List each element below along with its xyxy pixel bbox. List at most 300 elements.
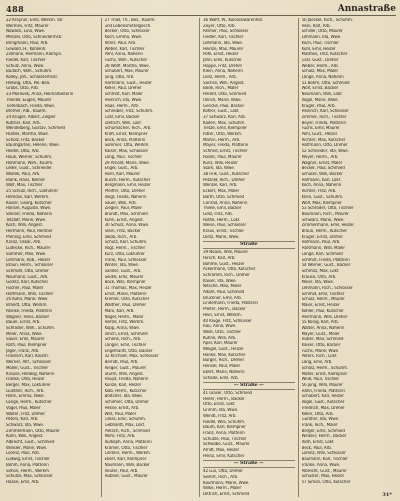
directory-entry: Kaiser, Ida, Wwe. xyxy=(203,278,237,284)
directory-entry: Schmid, Ernst, Tischler xyxy=(203,149,248,155)
directory-entry: Kaiser, Max, Schlosser xyxy=(104,149,149,155)
directory-entry: Adam, Paul, Schmied xyxy=(203,290,245,296)
directory-entry: Hein, Karl, Arb. xyxy=(301,23,331,29)
directory-entry: Beck, Anna, Plätterin xyxy=(104,137,146,143)
directory-entry: Sachse, Willi, Angest. xyxy=(203,80,245,86)
directory-entry: Schmitt, Karl, Maler xyxy=(104,92,143,98)
directory-entry: Franke, Otto, Heizer xyxy=(6,377,45,383)
directory-entry: Scholz, Herm., Schuhm. xyxy=(301,365,349,371)
directory-entry: 36 Wolff, W., Kolonialwarenhdl. xyxy=(203,18,263,23)
directory-entry: Ebert, Karl, Klempner xyxy=(104,457,147,463)
directory-entry: Schramm, Rich., Dreher xyxy=(203,272,250,278)
directory-entry: Kraft, Ernst, Klempner xyxy=(104,132,148,138)
directory-entry: Keller, Otto, Arb. xyxy=(301,411,334,417)
directory-entry: Heinz, Emil, Kutscher xyxy=(203,453,245,459)
directory-entry: Baum, Karl, Klempner xyxy=(203,425,246,431)
directory-entry: 30 Schulz, Anna, Wwe. xyxy=(104,223,150,229)
directory-entry: Kurz, Otto, Lokführer xyxy=(104,251,145,257)
directory-entry: 31 Thomas, Max, Heizer xyxy=(104,286,152,292)
directory-entry: Lehmann, Rob., Heizer xyxy=(6,257,51,263)
directory-entry: Mayer, Gust., Maler xyxy=(301,331,340,337)
directory-entry: Schmitz, Max, Lokf. xyxy=(301,268,340,274)
directory-entry: Kaiser, Otto, Bäcker xyxy=(301,343,341,349)
directory-entry: Rudolph, Anna, Plätterin xyxy=(104,440,152,446)
directory-entry: Haupt, Frieda, Näherin xyxy=(104,377,149,383)
directory-entry: Kaiser, Georg, Kutscher xyxy=(6,200,52,206)
directory-entry: Neumann, Rich., Maurer xyxy=(301,211,349,217)
directory-entry: Gross, Emil, Schuhm. xyxy=(104,417,146,423)
directory-entry: — Straße — xyxy=(203,460,295,468)
directory-entry: Heidel, Otto, Arb. xyxy=(6,149,40,155)
directory-entry: Pfeifer, Herm., Bäcker xyxy=(203,307,246,313)
directory-entry: Heinrich, Ida, Wwe. xyxy=(104,97,143,103)
directory-entry: Otto, Ernst, Lokf. xyxy=(203,402,236,408)
directory-entry: Ritter, Paul, Arb. xyxy=(104,40,137,46)
directory-entry: 50 Jaeckel, Rich., Schuhm. xyxy=(301,18,353,23)
directory-entry: Lorenz, Willi, Schlosser xyxy=(301,451,346,457)
directory-entry: Kremer, Otto, Kutscher xyxy=(104,297,150,303)
directory-entry: Wendelberg, Gustav, Schmied xyxy=(6,126,66,132)
directory-entry: Petzold, Rich., Dreher xyxy=(203,177,245,183)
directory-entry: Berndt, Paul, Arb. xyxy=(104,360,139,366)
directory-entry: Hensel, Paul, Maler xyxy=(203,364,241,370)
directory-entry: Schmid, Emil, Tischler xyxy=(301,291,345,297)
directory-entry: Schubert, Karl, Heizer xyxy=(301,394,344,400)
directory-entry: Stark, Ida, Wwe. xyxy=(203,166,235,172)
directory-entry: Steiner, Frieda, Näherin xyxy=(6,211,52,217)
directory-entry: Schmidt, Otto, Dreher xyxy=(6,268,49,274)
column-3 xyxy=(199,18,298,497)
directory-entry: 27 Thiel, Th., Bes., Kaufm. xyxy=(104,18,156,23)
directory-entry: Becker, Otto, Schlosser xyxy=(104,29,150,35)
directory-entry: Böhm, Anna, Plätterin xyxy=(6,462,49,468)
directory-entry: Heller, Herm., Bäcker xyxy=(203,396,245,402)
directory-entry: Eckert, Max, Maler xyxy=(203,189,240,195)
directory-entry: Zillmann, Hermann, Klempn. xyxy=(6,52,63,58)
directory-entry: Kaden, Max, Schuhm. xyxy=(203,120,246,126)
directory-entry: Witt, Paul, Maler xyxy=(104,411,137,417)
directory-entry: Sauer, Willi, Arb. xyxy=(104,200,137,206)
directory-entry: Zeyer, Otto, Arb. xyxy=(203,23,236,29)
directory-entry: Wermes, Fritz, Maurer xyxy=(6,23,49,29)
directory-entry: Günther, Rich., Arb. xyxy=(6,388,45,394)
directory-entry: 37 Schwarz, Karl, Arb. xyxy=(203,114,246,120)
directory-entry: Sauer, Emil, Maurer xyxy=(6,337,45,343)
directory-entry: Grimm, Ida, Wwe. xyxy=(203,408,239,414)
directory-entry: Voigt, Frieda, Näherin xyxy=(104,194,147,200)
directory-entry: 28 Wolff, Martha, Wwe. xyxy=(104,63,150,69)
directory-entry: Bergmann, Emil, Heizer xyxy=(104,183,151,189)
directory-entry: Koch, Emma, Wwe. xyxy=(104,35,143,41)
directory-entry: Schmitt, Frieda, Plätterin xyxy=(301,257,350,263)
directory-entry: Schwarz, Ida, Wwe. xyxy=(6,422,45,428)
directory-entry: Kuttner, Karl, Arb. xyxy=(6,120,41,126)
directory-entry: Wagner, Hans, Bäcker xyxy=(6,314,50,320)
directory-entry: Ritter, Otto, Werkm. xyxy=(203,132,243,138)
directory-entry: Kunz, Willi, Heizer xyxy=(203,160,238,166)
directory-entry: Grabs, Otto, Arb. xyxy=(6,86,39,92)
columns-container xyxy=(6,18,396,497)
directory-entry: Lang, Paul, Tischler xyxy=(104,154,142,160)
directory-entry: Hoffmann, Willi, Tischler xyxy=(6,291,54,297)
directory-entry: Kuhn, Willi, Angest. xyxy=(6,434,44,440)
directory-entry: Lenz, Herm., Arb. xyxy=(203,75,237,81)
directory-entry: Jakob, Rich., Arb. xyxy=(104,234,138,240)
directory-entry: Wolf, Max, Klempner xyxy=(301,200,342,206)
directory-entry: Lange, Herm., Kutscher xyxy=(6,400,52,406)
directory-entry: Ulrich, Ernst, Schmied xyxy=(104,331,148,337)
directory-entry: Lindemann, Frieda, Plätterin xyxy=(203,301,258,307)
directory-entry: 42 Lux, Otto, Dreher xyxy=(203,469,243,475)
directory-entry: Gewald, H., Kohlenh. xyxy=(6,46,47,52)
directory-entry: Beyer, Frieda, Plätterin xyxy=(301,120,346,126)
directory-entry: Schulz, Max, Maler xyxy=(301,69,339,75)
directory-entry: Gericke, Paul, Bäcker xyxy=(203,103,245,109)
directory-entry: Herrmann, Willi, Dreher xyxy=(301,314,348,320)
directory-entry: Günther, Ida, Wwe. xyxy=(301,417,340,423)
directory-entry: Seidel, Emil, Maurer xyxy=(104,274,144,280)
directory-entry: Lange, Anna, Näherin xyxy=(301,75,344,81)
directory-entry: Wenzel, Karl, Arb. xyxy=(203,183,238,189)
directory-entry: 56 Jung, Willi, Maurer xyxy=(301,383,343,388)
directory-entry: Hahn, Emma, Wwe. xyxy=(6,394,45,400)
directory-entry: 41 Glaser, Otto, Schmied xyxy=(203,391,253,396)
directory-entry: 25 Schulz, Rich., Lokführer xyxy=(6,189,58,195)
directory-entry: Schumacher, Rich., Arb. xyxy=(104,126,152,132)
directory-entry: Frank, Rich., Maler xyxy=(301,422,338,428)
directory-entry: Kraus, Ernst, Tischler xyxy=(203,229,244,235)
directory-entry: Reimer, Paul, Schlosser xyxy=(203,29,249,35)
directory-entry: Lehmann, Ida, Wwe. xyxy=(301,35,342,41)
directory-entry: Walter, Anna, Näherin xyxy=(301,325,345,331)
directory-entry: Schütze, Paul, Tischler xyxy=(203,436,247,442)
directory-entry: Kramer, Otto, Tischler xyxy=(104,445,148,451)
directory-entry: 53 Schröder, Otto, Tischler xyxy=(301,206,354,212)
directory-entry: Heinrich, Karl, Schlosser xyxy=(301,109,349,115)
column-2 xyxy=(101,18,200,497)
directory-entry: 24 Krüger, Albert, Ziegler xyxy=(6,114,56,120)
directory-entry: Tietze, Emil, Klempner xyxy=(203,126,247,132)
directory-entry: Bode, Rich., Maler xyxy=(203,86,239,92)
directory-entry: Hemcke, Karl, Werkm. xyxy=(6,194,50,200)
directory-entry: Sommer, Otto, Werkm. xyxy=(104,143,150,149)
directory-entry: Stein, Fritz, Bäcker xyxy=(104,229,141,235)
directory-entry: Naumann, Willi, Bäcker xyxy=(104,462,150,468)
directory-entry: Winkler, Herm., Bäcker xyxy=(301,434,347,440)
directory-entry: — Straße — xyxy=(203,382,295,390)
directory-entry: Ernst, Marie, Plätterin xyxy=(104,291,147,297)
directory-entry: Kühn, Ernst, Angest. xyxy=(104,217,144,223)
directory-entry: Roth, Ernst, Lokf. xyxy=(301,440,335,446)
directory-entry: Krüger, Ernst, Dreher xyxy=(301,234,343,240)
directory-entry: Budach, Wilh., Schuhm. xyxy=(6,69,53,75)
directory-entry: Lehmann, Ida, Wwe. xyxy=(203,40,243,46)
directory-entry: Hartmann, Willi, Maler xyxy=(301,246,345,252)
directory-entry: Lang, Emil, Arb. xyxy=(301,360,333,366)
directory-entry: Wolf, Ernst, Bäcker xyxy=(301,86,339,92)
directory-entry: Riedel, Karl, Tischler xyxy=(6,57,46,63)
directory-entry: Haas, Herm., Arb. xyxy=(104,103,140,109)
directory-entry: Köhler, Gust., Lokf. xyxy=(203,109,240,115)
directory-entry: 54 Werner, Gust., Bäcker xyxy=(301,263,351,269)
directory-entry: Busch, Herm., Kutscher xyxy=(104,177,151,183)
directory-entry: Hellwig, Otto, Pol.-Bea. xyxy=(6,80,51,86)
directory-entry: Huber, Max, Schmied xyxy=(301,337,344,343)
directory-entry: Hahn, Frieda, Plätterin xyxy=(301,388,345,394)
directory-entry: Pfennig, Emil, Schmied xyxy=(6,234,51,240)
directory-entry: Haase, Emil, Arb. xyxy=(6,479,40,485)
directory-entry: Weiß, Otto, Tischler xyxy=(203,329,241,335)
directory-entry: Schröder, Wilh., Schuhm. xyxy=(6,325,56,331)
directory-entry: Möller, Ernst, Klempner xyxy=(301,371,348,377)
directory-entry: Barth, Otto, Schmied xyxy=(203,194,244,200)
directory-entry: Albrecht, Gust., Schmied xyxy=(6,440,55,446)
directory-entry: Lange, Karl, Schmied xyxy=(301,251,343,257)
directory-entry: Simon, Herm., Werkm. xyxy=(6,468,51,474)
directory-entry: Braun, Herm., Kutscher xyxy=(301,229,347,235)
directory-entry: Horn, Karl, Maurer xyxy=(104,171,141,177)
directory-entry: Schenk, Rich., Arb. xyxy=(104,337,142,343)
directory-entry: Scholz, Fritz, Bäcker xyxy=(6,137,45,143)
directory-entry: 29 Arnold, Marie, Wwe. xyxy=(104,160,150,166)
directory-entry: Straße xyxy=(203,241,295,249)
directory-entry: Meier, Ida, Wwe. xyxy=(301,280,334,286)
directory-entry: Weiß, Paul, Tischler xyxy=(301,377,340,383)
directory-entry: Schirmer, Otto, Dreher xyxy=(104,400,149,406)
directory-entry: Martin, Herm., Arb. xyxy=(203,137,241,143)
directory-entry: Rieger, Gust., Maurer xyxy=(104,365,147,371)
directory-entry: Köhler, Paul, Kutscher xyxy=(301,308,344,314)
directory-entry: Berger, Emil, Schmied xyxy=(301,428,345,434)
directory-entry: Hauk, Werner, Schuhm. xyxy=(6,154,53,160)
directory-entry: Bock, Willi, Klempner xyxy=(104,280,146,286)
directory-entry: Baumgarten, Helene, Wwe. xyxy=(6,143,60,149)
directory-entry: Richter, Fritz, Arb. xyxy=(301,189,337,195)
running-title: Annastraße xyxy=(337,4,396,14)
directory-entry: Möller, Gust., Tischler xyxy=(6,365,48,371)
directory-entry: Graf, Emil, Bäcker xyxy=(104,114,140,120)
directory-entry: Blank, Hans, Kellner xyxy=(6,177,45,183)
directory-entry: Hermann, Paul, Rentner xyxy=(6,229,53,235)
directory-entry: 40 Kluge, Fritz, Schlosser xyxy=(203,318,252,324)
directory-entry: Koch, Anna, Näherin xyxy=(301,183,342,189)
directory-entry: Hübner, Gust., Maurer xyxy=(104,474,148,480)
directory-entry: Hertel, Fritz, Werkm. xyxy=(104,320,145,326)
directory-entry: Dietrich, Willi, Lokf. xyxy=(104,120,142,126)
directory-entry: Kühne, Willi, Arb. xyxy=(203,335,237,341)
directory-entry: Vogel, Paul, Maler xyxy=(6,405,41,411)
directory-entry: Hofmann, Karl, Lokf. xyxy=(301,177,341,183)
directory-entry: Görlitz, Karl, Kutscher xyxy=(6,280,49,286)
directory-entry: Hoppe, Fritz, Dreher xyxy=(203,63,243,69)
directory-entry: Fischer, Paul, Maler xyxy=(6,286,44,292)
directory-entry: Mayer, Frieda, Plätterin xyxy=(203,143,249,149)
directory-entry: Ackermann, Otto, Kutscher xyxy=(203,267,256,273)
directory-entry: Schulze, Max, Schlosser xyxy=(6,474,53,480)
directory-entry: Beck, Paul, Arb. xyxy=(301,445,332,451)
directory-entry: Mohr, Fritz, Arb. xyxy=(104,434,136,440)
directory-entry: Jäger, Franz, Arb. xyxy=(6,348,40,354)
directory-entry: Peters, Karl, Arb. xyxy=(6,417,39,423)
directory-entry: Fiedler, Karl, Tischler xyxy=(203,35,244,41)
directory-entry: Walther, Paul, Dreher xyxy=(104,303,146,309)
directory-entry: Neumann, Willi, Lokf. xyxy=(301,92,343,98)
directory-entry: Tetzlaff, Marie, Wwe. xyxy=(6,217,47,223)
directory-entry: Bauer, Ernst, Arb. xyxy=(6,320,41,326)
header-rule xyxy=(6,15,396,16)
directory-entry: Thiele, Emil, Bäcker xyxy=(203,206,242,212)
directory-entry: Herold, Otto, Schmied xyxy=(203,92,247,98)
directory-entry: Heinze, Max, Maurer xyxy=(203,46,244,52)
directory-entry: Conrad, Anna, Näherin xyxy=(203,200,248,206)
directory-entry: Schreiber, Fritz, Schuhm. xyxy=(104,109,154,115)
directory-entry: Franz, Anna, Plätterin xyxy=(203,430,245,436)
directory-entry: Frank, Paul, Schlosser xyxy=(104,257,147,263)
directory-entry: 38 Fink, Gust., Kutscher xyxy=(203,171,250,177)
directory-entry: Maier, Ernst, Heizer xyxy=(301,303,340,309)
directory-entry: Franke, Anna, Wwe. xyxy=(301,462,341,468)
directory-entry: Lehmann, Rich., Schlosser xyxy=(301,286,353,292)
directory-entry: Meier, Anna, Wwe. xyxy=(6,331,43,337)
directory-entry: 26 Kühn, Marie, Wwe. xyxy=(6,297,49,303)
directory-entry: Hohmann, Wilh., Kaufm. xyxy=(6,160,54,166)
directory-entry: Fuchs, Marie, Wwe. xyxy=(301,348,340,354)
directory-entry: Sommer, Max, Wwe. xyxy=(6,251,47,257)
directory-entry: Kolley, Joh., Schlossermstr. xyxy=(6,75,58,81)
directory-entry: Schulz, Herm., Maurer xyxy=(301,297,345,303)
directory-entry: Marx, Karl, Arb. xyxy=(104,308,135,314)
directory-entry: 39 Noack, Willi, Maurer xyxy=(203,250,248,256)
directory-entry: 22 Krayner, Emil, Werkm. Str. xyxy=(6,18,64,23)
directory-entry: Pohl, Ernst, Heizer xyxy=(203,52,239,58)
directory-entry: Brückner, Emil, Arb. xyxy=(203,295,242,301)
directory-entry: Hänsel, Auguste, Wwe. xyxy=(6,206,52,212)
directory-entry: Ullrich, Marie, Wwe. xyxy=(203,97,242,103)
directory-entry: Menzel, Otto, Schneidermstr. xyxy=(6,35,63,41)
directory-entry: Dietz, Marie, Wwe. xyxy=(203,234,240,240)
directory-entry: Reinke, Frieda, Plätterin xyxy=(6,308,53,314)
directory-entry: Schulz, Anna, Wwe. xyxy=(6,63,45,69)
directory-entry: Roth, Paul, Klempner xyxy=(6,343,47,349)
directory-entry: Woitek, Paul, Arb. xyxy=(6,171,41,177)
directory-entry: Bringmann, Paul, Arb. xyxy=(6,40,49,46)
footer-signature: 31* xyxy=(382,492,392,498)
directory-entry: Winter, Ida, Wwe. xyxy=(104,263,139,269)
directory-entry: Pohl, Anna, Näherin xyxy=(104,52,143,58)
directory-entry: Rau, Anna, Wwe. xyxy=(203,324,237,330)
directory-entry: Apel, Karl, Maurer xyxy=(203,341,238,347)
directory-entry: Fuchs, Wilh., Kutscher xyxy=(104,57,148,63)
directory-entry: 32 Kirchner, Max, Schlosser xyxy=(104,354,159,360)
directory-entry: Kranz, Oskar, Arb. xyxy=(6,240,42,246)
directory-entry: Wagner, Ernst, Maler xyxy=(301,160,343,166)
directory-entry: Hein, Ernst, Werkm. xyxy=(203,312,242,318)
directory-entry: Zimmermann, Otto, Maurer xyxy=(6,428,60,434)
directory-entry: Peters, Rich., Lokf. xyxy=(301,354,338,360)
directory-entry: Hoffmann, Otto, Dreher xyxy=(301,143,348,149)
directory-entry: Schiller, Otto, Maurer xyxy=(301,29,343,35)
directory-entry: Winkler, Marie, Wwe. xyxy=(6,445,48,451)
directory-entry: Hartmann, Gust., Heizer xyxy=(104,80,152,86)
directory-entry: Berger, Max, Lokführer xyxy=(6,383,51,388)
directory-entry: Meyer, Herm., Arb. xyxy=(301,154,339,160)
directory-entry: Krause, Hedwig, Näherin xyxy=(6,371,55,377)
directory-entry: Bürger, Rich., Dreher xyxy=(203,358,245,364)
directory-entry: Pohl, Gust., Heizer xyxy=(301,132,338,138)
page-header xyxy=(6,3,396,15)
directory-entry: Langer, Emil, Tischler xyxy=(104,343,147,349)
directory-entry: Nitsche, Max, Maler xyxy=(203,284,242,290)
directory-entry: Engel, Gust., Arb. xyxy=(104,166,139,172)
directory-entry: Zimmermann, Emil, Heizer xyxy=(301,223,354,229)
directory-entry: Friedrich, Max, Dreher xyxy=(301,405,345,411)
directory-entry: Jahn, Emil, Kutscher xyxy=(203,57,242,63)
directory-entry: Dittrich, Ernst, Schmied xyxy=(203,491,250,497)
directory-entry: Kunze, Karl, Heizer xyxy=(104,383,142,388)
directory-entry: Lorenz, Paul, Arb. xyxy=(6,451,40,457)
directory-entry: Richter, Max, Kutscher xyxy=(301,137,346,143)
directory-entry: Matthes, Fritz, Kutscher xyxy=(301,52,348,58)
directory-entry: Baumann, Karl, Tischler xyxy=(301,457,348,463)
directory-entry: 55 König, Karl, Arb. xyxy=(301,320,339,326)
directory-entry: Böhme, Gust., Heizer xyxy=(203,261,245,267)
directory-entry: Jung, Otto, Arb. xyxy=(104,75,135,81)
directory-entry: Tiefenbach, Frieda, Wwe. xyxy=(6,103,55,109)
directory-entry: Kaufmann, Marie, Wwe. xyxy=(203,480,250,486)
directory-entry: Koch, Willi, Angest. xyxy=(6,223,44,229)
directory-entry: 52 Schneider, Ida, Wwe. xyxy=(301,149,349,155)
directory-entry: Vogt, Herm., Tischler xyxy=(104,246,146,252)
directory-entry: Zimmer, Rich., Tischler xyxy=(301,114,347,120)
directory-entry: 23 Moravek, Anna, Heimarbeiterin xyxy=(6,92,74,98)
directory-entry: Weber, Herm., Arb. xyxy=(301,63,339,69)
directory-entry: Weber, Karl, Tischler xyxy=(104,46,145,52)
directory-entry: Kolb, Herm., Kutscher xyxy=(104,388,147,394)
directory-entry: Lindner, Herm., Werkm. xyxy=(104,451,152,457)
directory-entry: Hüttler, Martha, Wwe. xyxy=(6,132,49,138)
column-4 xyxy=(298,18,397,497)
directory-entry: Bremer, Alb., Kaufm. xyxy=(6,109,47,115)
directory-entry: Hofmann, Paul, Arb. xyxy=(301,240,341,246)
directory-entry: Weise, Paul, Schlosser xyxy=(203,223,247,229)
directory-entry: Lüdecke, Rich., Maurer xyxy=(6,246,51,252)
directory-entry: Theidel, Eugen, Maurer xyxy=(6,97,52,103)
directory-entry: Neumann, Gust., Arb. xyxy=(6,274,49,280)
directory-entry: Werner, Alfr., Schlosser xyxy=(6,360,51,366)
directory-entry: Nagel, Herm., Maler xyxy=(104,314,144,320)
directory-entry: Arndt, Max, Heizer xyxy=(203,448,240,454)
directory-entry: Schubert, Max, Maurer xyxy=(104,69,149,75)
directory-entry: 57 Simon, Otto, Kutscher xyxy=(301,479,351,485)
directory-entry: Schulze, Willi, Bäcker xyxy=(301,171,343,177)
directory-entry: Rösler, Paul, Maurer xyxy=(203,154,242,160)
directory-entry: Koch, Paul, Tischler xyxy=(301,40,339,46)
directory-entry: Hesse, Ernst, Arb. xyxy=(104,405,140,411)
directory-entry: Kühl, Emil, Heizer xyxy=(301,46,336,52)
directory-entry: Brandt, Max, Schmied xyxy=(104,211,148,217)
directory-entry: Schwarz, Marie, Wwe. xyxy=(301,217,345,223)
directory-entry: Graf, Gust., Dreher xyxy=(301,57,339,63)
directory-entry: 51 Böhm, Otto, Schmied xyxy=(301,80,350,86)
directory-entry: Pfeiffer, Otto, Dreher xyxy=(104,189,146,195)
directory-entry: Ludwig, Ernst, Tischler xyxy=(6,457,50,463)
directory-entry: Nowack, Lina, Wwe. xyxy=(6,29,46,35)
directory-entry: Reuter, Paul, Arb. xyxy=(104,468,139,474)
directory-entry: Walter, Fritz, Dreher xyxy=(6,411,45,417)
directory-entry: Schwabe, Gust., Maurer xyxy=(203,442,250,448)
directory-entry: Braun, Herm., Schlosser xyxy=(6,263,54,269)
directory-entry: Wilke, Herm., Maler xyxy=(203,486,242,492)
